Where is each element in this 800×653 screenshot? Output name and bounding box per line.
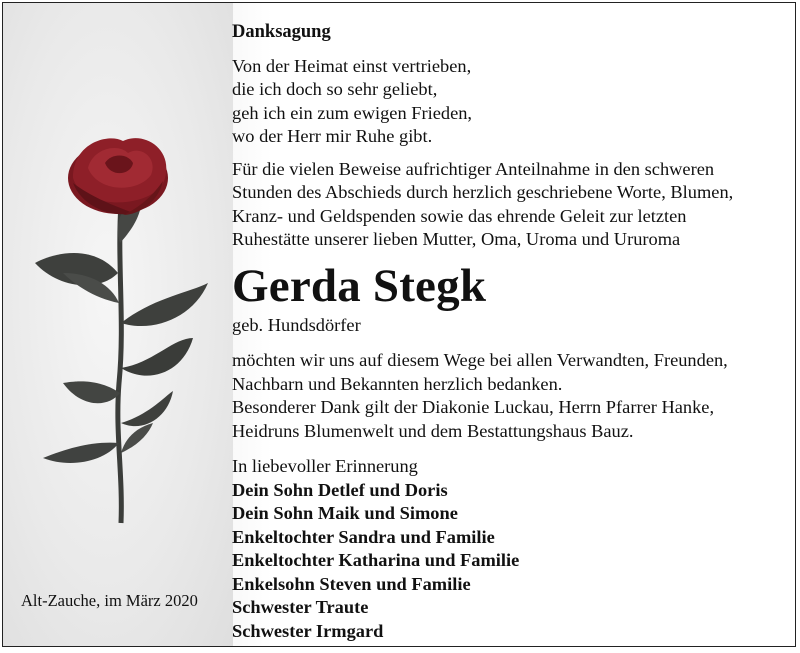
mourner: Schwester Traute (232, 597, 369, 617)
intro-line: Stunden des Abschieds durch herzlich geschriebene Worte, Blumen, (232, 182, 734, 202)
rose-image-panel (3, 3, 233, 647)
mourner: Enkeltochter Katharina und Familie (232, 550, 520, 570)
rose-icon (13, 123, 223, 533)
thanks-line: möchten wir uns auf diesem Wege bei allen Verwandten, Freunden, (232, 350, 728, 370)
poem-line: wo der Herr mir Ruhe gibt. (232, 126, 433, 146)
mourner: Dein Sohn Detlef und Doris (232, 479, 448, 500)
thanks-line: Besonderer Dank gilt der Diakonie Luckau, Herrn Pfarrer Hanke, (232, 397, 715, 417)
signatures (232, 455, 792, 643)
intro-line: Kranz- und Geldspenden sowie das ehrende Geleit zur letzten (232, 205, 687, 226)
mourner: Schwester Irmgard (232, 620, 384, 641)
mourner: Dein Sohn Maik und Simone (232, 503, 458, 523)
intro-line: Für die vielen Beweise aufrichtiger Anteilnahme in den schweren (232, 158, 715, 179)
intro-line: Ruhestätte unserer lieben Mutter, Oma, Uroma und Ururoma (232, 229, 681, 249)
poem-line: die ich doch so sehr geliebt, (232, 79, 438, 99)
mourner: Enkeltochter Sandra und Familie (232, 526, 495, 547)
poem (232, 55, 792, 149)
mourner: Enkelsohn Steven und Familie (232, 573, 471, 594)
thanks-line: Nachbarn und Bekannten herzlich bedanken. (232, 373, 563, 394)
poem-line: geh ich ein zum ewigen Frieden, (232, 102, 473, 123)
birth-name: geb. Hundsdörfer (232, 314, 361, 335)
obituary-text (232, 21, 792, 643)
thanks-paragraph (232, 349, 792, 443)
heading: Danksagung (232, 22, 331, 42)
thanks-line: Heidruns Blumenwelt und dem Bestattungshaus Bauz. (232, 420, 634, 441)
obituary-card (2, 2, 796, 647)
place-and-date: Alt-Zauche, im März 2020 (21, 591, 198, 610)
intro-paragraph (232, 158, 792, 252)
memory-line: In liebevoller Erinnerung (232, 456, 418, 476)
deceased-name: Gerda Stegk (232, 259, 487, 312)
poem-line: Von der Heimat einst vertrieben, (232, 55, 472, 76)
